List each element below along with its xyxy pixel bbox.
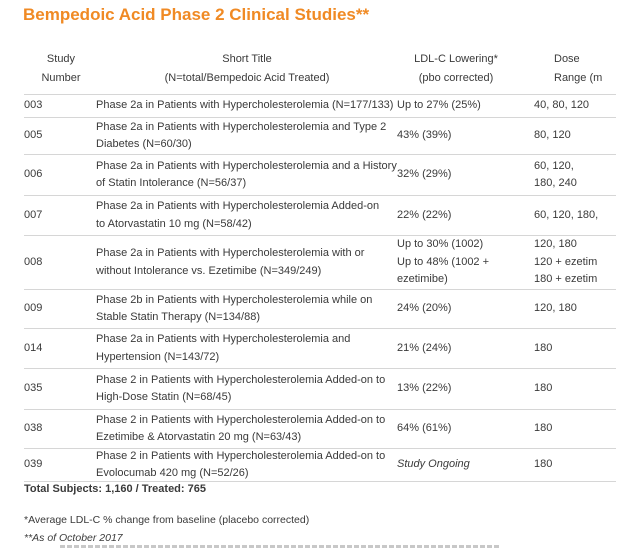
study-title-line: Phase 2a in Patients with Hypercholesterolemia and: [96, 333, 351, 345]
study-title: [96, 448, 396, 483]
table-row: [0, 118, 640, 154]
ldl-lowering-line: 64% (61%): [397, 422, 452, 435]
ldl-lowering: [397, 300, 531, 318]
study-title: [96, 198, 396, 233]
ldl-lowering: [397, 340, 531, 358]
study-title-line: Phase 2 in Patients with Hypercholesterolemia Added-on to: [96, 449, 386, 462]
header-title-line1: Short Title: [222, 53, 272, 65]
header-study-number: [38, 50, 84, 88]
study-number: 007: [24, 208, 43, 221]
table-row: [0, 196, 640, 235]
ldl-lowering-line: ezetimibe): [397, 273, 448, 286]
study-title-line: of Statin Intolerance (N=56/37): [96, 177, 247, 189]
study-number: 005: [24, 129, 43, 142]
study-number: 009: [24, 302, 43, 315]
ldl-lowering-line: Up to 27% (25%): [397, 99, 481, 112]
study-title-line: Evolocumab 420 mg (N=52/26): [96, 467, 249, 479]
dose-range-line: 180: [534, 341, 553, 354]
ldl-lowering: [397, 456, 531, 474]
ldl-lowering-line: 43% (39%): [397, 129, 452, 142]
ldl-lowering: [397, 420, 531, 438]
table-row: [0, 449, 640, 481]
dose-range: [534, 97, 640, 115]
study-title: [96, 245, 396, 280]
dose-range-line: 60, 120,: [534, 159, 574, 172]
table-row: [0, 369, 640, 409]
dose-range-line: 180, 240: [534, 177, 577, 189]
footnote-as-of-date: **As of October 2017: [24, 532, 123, 544]
ldl-lowering-line: Up to 30% (1002): [397, 238, 484, 251]
study-title: [96, 97, 396, 115]
study-title-line: Stable Statin Therapy (N=134/88): [96, 311, 260, 323]
study-title: [96, 158, 396, 193]
header-ldl-lowering: [394, 50, 518, 88]
dose-range-line: 120, 180: [534, 238, 577, 251]
study-number: 008: [24, 255, 43, 268]
dose-range: [534, 158, 640, 193]
table-row: [0, 155, 640, 195]
header-ldl-line2: (pbo corrected): [418, 72, 494, 84]
table-row: [0, 290, 640, 328]
dose-range-line: 180 + ezetim: [534, 273, 598, 286]
study-title-line: Phase 2 in Patients with Hypercholesterolemia Added-on to: [96, 373, 386, 386]
header-divider: [24, 94, 616, 95]
header-dose-range: [534, 50, 640, 88]
study-title: [96, 331, 396, 366]
footnote-ldl-average: *Average LDL-C % change from baseline (placebo corrected): [24, 514, 310, 526]
ldl-lowering: [397, 380, 531, 398]
header-dose-line2: Range (m: [554, 72, 603, 84]
dose-range-line: 40, 80, 120: [534, 99, 590, 112]
dose-range-line: 60, 120, 180,: [534, 208, 599, 221]
dose-range: [534, 300, 640, 318]
ldl-lowering: [397, 236, 531, 289]
dose-range: [534, 207, 640, 225]
study-title-line: Phase 2a in Patients with Hypercholesterolemia and a History: [96, 159, 397, 172]
header-title-line2: (N=total/Bempedoic Acid Treated): [164, 72, 330, 84]
dose-range: [534, 236, 640, 289]
header-ldl-line1: LDL-C Lowering*: [414, 53, 498, 65]
dose-range-line: 120, 180: [534, 302, 577, 315]
study-title: [96, 372, 396, 407]
study-title: [96, 292, 396, 327]
row-divider: [24, 481, 616, 482]
table-row: [0, 410, 640, 448]
study-title: [96, 119, 396, 154]
study-title-line: Hypertension (N=143/72): [96, 350, 220, 363]
study-title-line: without Intolerance vs. Ezetimibe (N=349/249): [96, 264, 322, 277]
dose-range: [534, 127, 640, 145]
study-title-line: to Atorvastatin 10 mg (N=58/42): [96, 217, 252, 230]
study-title-line: Ezetimibe & Atorvastatin 20 mg (N=63/43): [96, 431, 302, 443]
dose-range-line: 180: [534, 458, 553, 471]
table-row: [0, 95, 640, 117]
study-number: 003: [24, 99, 43, 112]
dose-range: [534, 380, 640, 398]
header-study-line2: Number: [41, 72, 81, 84]
ldl-lowering: [397, 166, 531, 184]
ldl-lowering: [397, 127, 531, 145]
header-study-line1: Study: [46, 53, 76, 65]
ldl-lowering-line: 13% (22%): [397, 382, 452, 395]
study-title: [96, 412, 396, 447]
dose-range-line: 180: [534, 422, 553, 435]
study-title-line: Phase 2b in Patients with Hypercholesterolemia while on: [96, 293, 373, 306]
total-subjects: Total Subjects: 1,160 / Treated: 765: [24, 483, 206, 495]
ldl-lowering: [397, 207, 531, 225]
study-number: 038: [24, 422, 43, 435]
ldl-lowering-line: 24% (20%): [397, 302, 452, 315]
ldl-lowering: [397, 97, 531, 115]
table-row: [0, 329, 640, 368]
ldl-lowering-line: Study Ongoing: [397, 458, 470, 471]
study-title-line: Phase 2a in Patients with Hypercholesterolemia Added-on: [96, 200, 380, 212]
page-title: Bempedoic Acid Phase 2 Clinical Studies**: [23, 5, 370, 24]
dose-range: [534, 420, 640, 438]
study-title-line: High-Dose Statin (N=68/45): [96, 391, 232, 403]
dose-range-line: 120 + ezetim: [534, 255, 598, 268]
dose-range: [534, 340, 640, 358]
study-title-line: Phase 2 in Patients with Hypercholesterolemia Added-on to: [96, 413, 386, 426]
table-row: [0, 236, 640, 289]
dose-range-line: 80, 120: [534, 129, 571, 142]
study-number: 035: [24, 382, 43, 395]
ldl-lowering-line: 22% (22%): [397, 208, 452, 221]
study-number: 014: [24, 341, 43, 354]
study-title-line: Diabetes (N=60/30): [96, 138, 192, 150]
study-number: 006: [24, 168, 43, 181]
header-short-title: [96, 50, 398, 88]
header-dose-line1: Dose: [554, 53, 580, 65]
ldl-lowering-line: 21% (24%): [397, 341, 452, 354]
dose-range: [534, 456, 640, 474]
study-title-line: Phase 2a in Patients with Hypercholesterolemia with or: [96, 247, 365, 259]
study-number: 039: [24, 458, 43, 471]
study-title-line: Phase 2a in Patients with Hypercholesterolemia and Type 2: [96, 120, 387, 133]
ldl-lowering-line: 32% (29%): [397, 168, 452, 181]
dose-range-line: 180: [534, 382, 553, 395]
ldl-lowering-line: Up to 48% (1002 +: [397, 255, 490, 268]
study-title-line: Phase 2a in Patients with Hypercholesterolemia (N=177/133): [96, 99, 394, 112]
